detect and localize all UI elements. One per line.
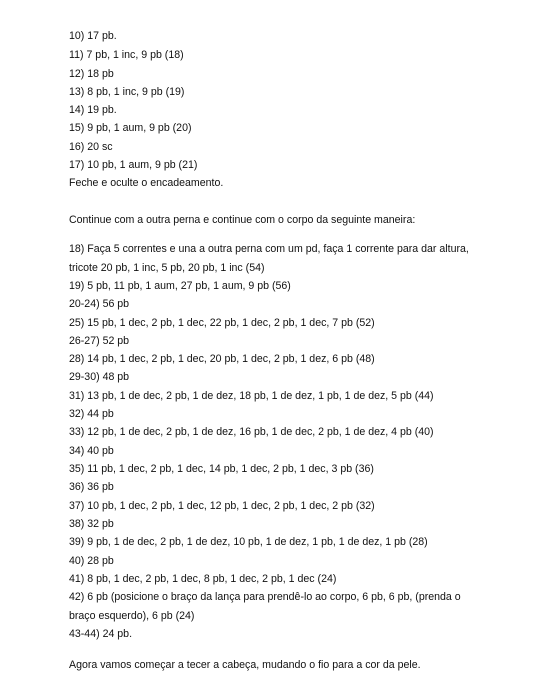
- text-line: Continue com a outra perna e continue com o corpo da seguinte maneira:: [69, 214, 416, 226]
- text-line: 38) 32 pb: [69, 518, 114, 530]
- text-line: 31) 13 pb, 1 de dec, 2 pb, 1 de dez, 18 pb, 1 de dez, 1 pb, 1 de dez, 5 pb (44): [69, 390, 434, 402]
- text-line: 18) Faça 5 correntes e una a outra perna com um pd, faça 1 corrente para dar altura,: [69, 243, 469, 255]
- text-line: tricote 20 pb, 1 inc, 5 pb, 20 pb, 1 inc (54): [69, 262, 265, 274]
- text-line: 32) 44 pb: [69, 408, 114, 420]
- text-line: 29-30) 48 pb: [69, 371, 130, 383]
- text-line: 16) 20 sc: [69, 141, 113, 153]
- text-line: 42) 6 pb (posicione o braço da lança para prendê-lo ao corpo, 6 pb, 6 pb, (prenda o: [69, 591, 461, 603]
- text-line: 43-44) 24 pb.: [69, 628, 133, 640]
- text-line: 11) 7 pb, 1 inc, 9 pb (18): [69, 49, 184, 61]
- text-line: 17) 10 pb, 1 aum, 9 pb (21): [69, 159, 198, 171]
- text-line: 40) 28 pb: [69, 555, 114, 567]
- text-line: 13) 8 pb, 1 inc, 9 pb (19): [69, 86, 185, 98]
- text-line: 26-27) 52 pb: [69, 335, 130, 347]
- text-line: Agora vamos começar a tecer a cabeça, mudando o fio para a cor da pele.: [69, 659, 421, 671]
- text-line: 20-24) 56 pb: [69, 298, 130, 310]
- text-line: braço esquerdo), 6 pb (24): [69, 610, 195, 622]
- text-line: 36) 36 pb: [69, 481, 114, 493]
- text-line: 39) 9 pb, 1 de dec, 2 pb, 1 de dez, 10 pb, 1 de dez, 1 pb, 1 de dez, 1 pb (28): [69, 536, 428, 548]
- text-line: 33) 12 pb, 1 de dec, 2 pb, 1 de dez, 16 pb, 1 de dec, 2 pb, 1 de dez, 4 pb (40): [69, 426, 434, 438]
- text-line: 37) 10 pb, 1 dec, 2 pb, 1 dec, 12 pb, 1 dec, 2 pb, 1 dec, 2 pb (32): [69, 500, 375, 512]
- text-line: 28) 14 pb, 1 dec, 2 pb, 1 dec, 20 pb, 1 dec, 2 pb, 1 dez, 6 pb (48): [69, 353, 375, 365]
- text-line: 14) 19 pb.: [69, 104, 117, 116]
- text-line: 19) 5 pb, 11 pb, 1 aum, 27 pb, 1 aum, 9 pb (56): [69, 280, 291, 292]
- text-line: 41) 8 pb, 1 dec, 2 pb, 1 dec, 8 pb, 1 dec, 2 pb, 1 dec (24): [69, 573, 337, 585]
- text-line: Feche e oculte o encadeamento.: [69, 177, 224, 189]
- text-line: 25) 15 pb, 1 dec, 2 pb, 1 dec, 22 pb, 1 dec, 2 pb, 1 dec, 7 pb (52): [69, 317, 375, 329]
- text-line: 34) 40 pb: [69, 445, 114, 457]
- text-line: 35) 11 pb, 1 dec, 2 pb, 1 dec, 14 pb, 1 dec, 2 pb, 1 dec, 3 pb (36): [69, 463, 374, 475]
- text-line: 12) 18 pb: [69, 68, 114, 80]
- text-line: 15) 9 pb, 1 aum, 9 pb (20): [69, 122, 192, 134]
- text-line: 10) 17 pb.: [69, 30, 117, 42]
